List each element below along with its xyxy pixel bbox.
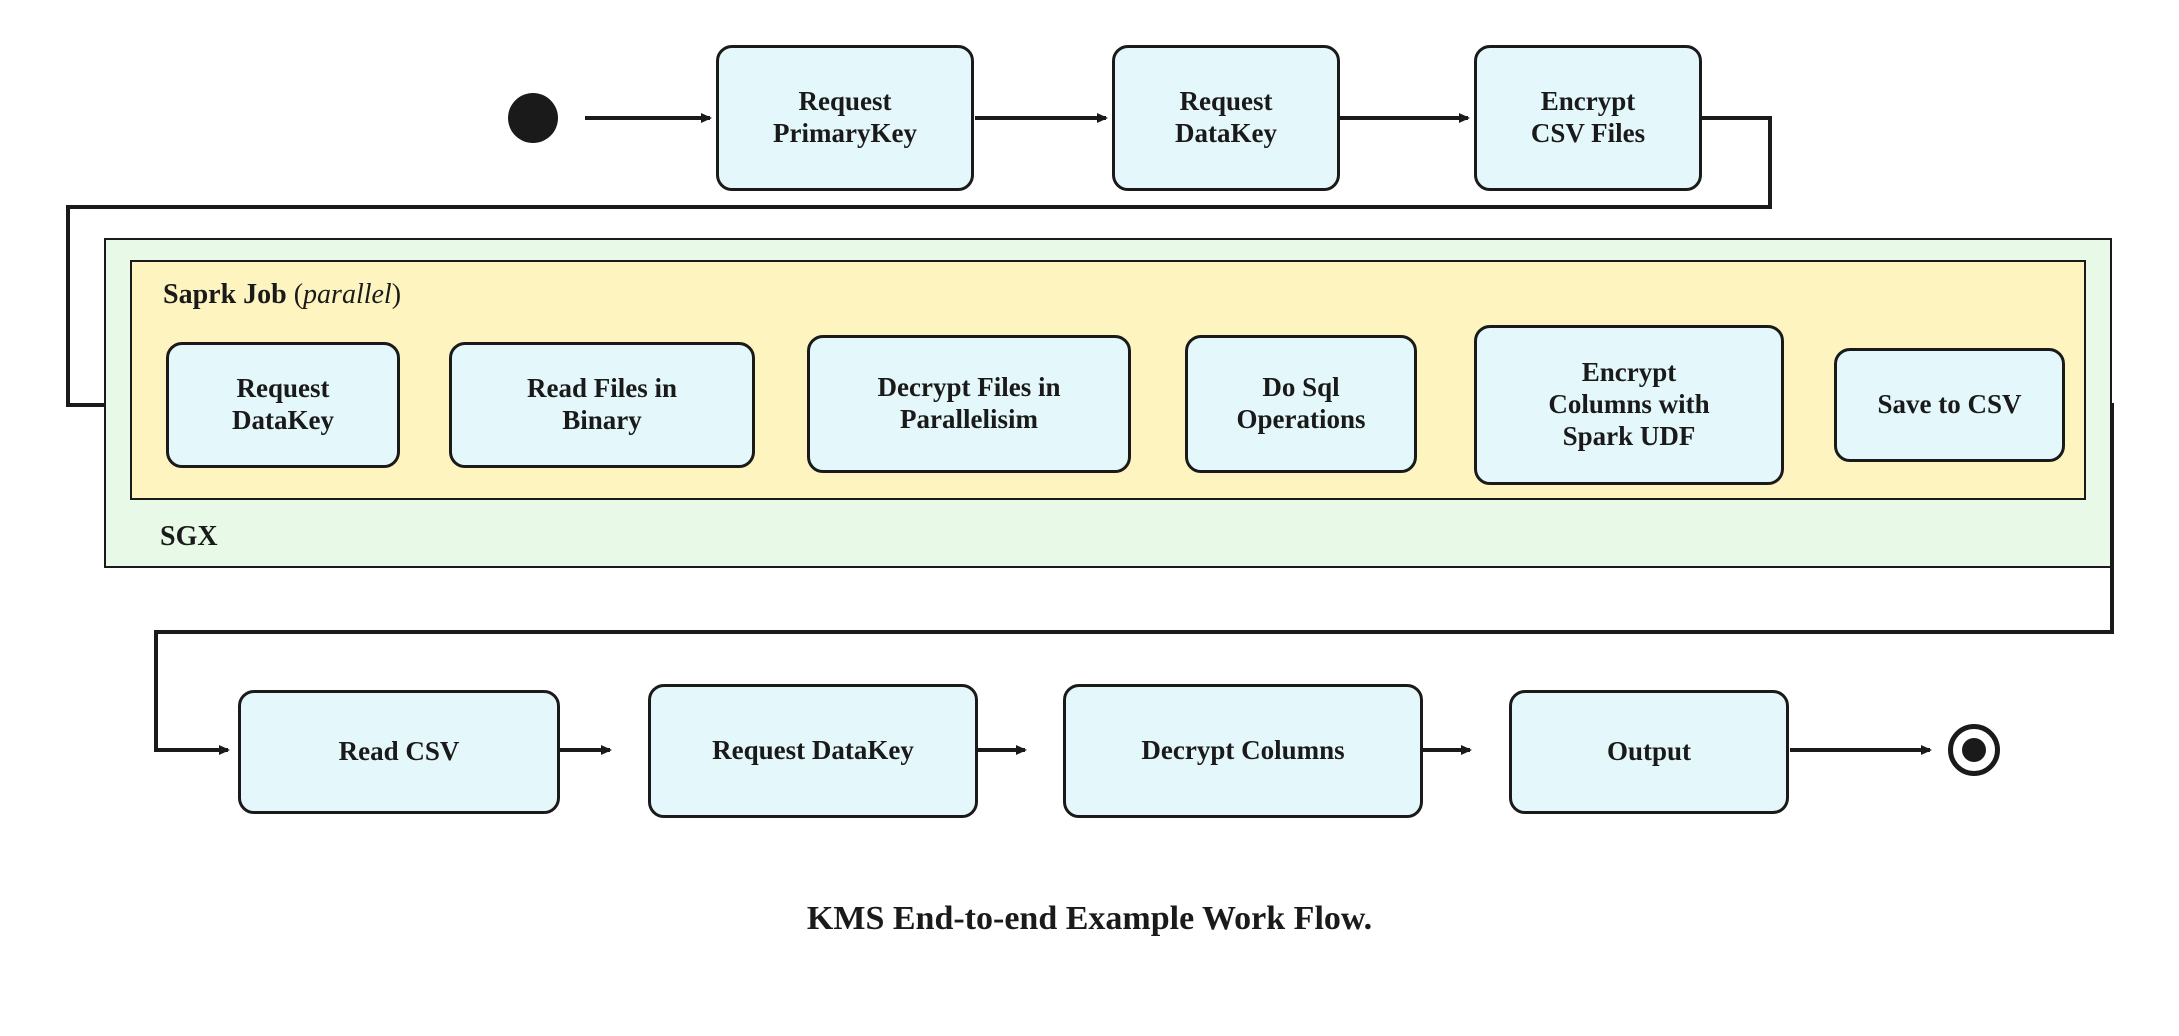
- node-line: Read CSV: [338, 736, 460, 767]
- node-request-datakey-spark[interactable]: [166, 342, 400, 468]
- paren-close: ): [391, 279, 402, 310]
- node-request-datakey-top[interactable]: [1112, 45, 1340, 191]
- node-decrypt-columns[interactable]: [1063, 684, 1423, 818]
- node-line: Encrypt: [1540, 86, 1636, 117]
- node-line: Do Sql: [1262, 372, 1340, 403]
- diagram-caption: KMS End-to-end Example Work Flow.: [806, 900, 1373, 937]
- node-line: Output: [1606, 736, 1692, 767]
- node-encrypt-csv-files[interactable]: [1474, 45, 1702, 191]
- node-line: Save to CSV: [1877, 389, 2022, 420]
- spark-job-container-label: [163, 279, 401, 311]
- node-line: Parallelisim: [900, 404, 1038, 434]
- start-node: [508, 93, 558, 143]
- node-request-primarykey[interactable]: [716, 45, 974, 191]
- node-line: Binary: [562, 405, 642, 435]
- node-line: Spark UDF: [1562, 420, 1696, 451]
- node-request-datakey-bottom[interactable]: [648, 684, 978, 818]
- spark-job-label-bold: Saprk Job: [163, 279, 287, 310]
- node-line: Encrypt: [1581, 357, 1677, 388]
- node-line: Request DataKey: [712, 735, 914, 766]
- node-line: Columns with: [1548, 389, 1710, 420]
- node-line: DataKey: [1175, 118, 1277, 148]
- node-encrypt-columns-with-spark-udf[interactable]: [1474, 325, 1784, 485]
- spark-job-label-italic: parallel: [303, 279, 392, 310]
- node-line: Read Files in: [526, 373, 677, 404]
- node-read-files-in-binary[interactable]: [449, 342, 755, 468]
- node-line: Decrypt Columns: [1141, 735, 1345, 766]
- node-do-sql-operations[interactable]: [1185, 335, 1417, 473]
- node-line: Request: [1179, 86, 1273, 117]
- paren-open: (: [293, 279, 304, 310]
- sgx-container-label: SGX: [160, 521, 218, 552]
- node-line: Request: [798, 86, 892, 117]
- node-save-to-csv[interactable]: [1834, 348, 2065, 462]
- end-node: [1948, 724, 2000, 776]
- node-output[interactable]: [1509, 690, 1789, 814]
- node-line: DataKey: [232, 405, 334, 435]
- node-read-csv[interactable]: [238, 690, 560, 814]
- node-line: CSV Files: [1530, 118, 1646, 148]
- node-line: Operations: [1236, 404, 1366, 434]
- node-line: Decrypt Files in: [877, 372, 1061, 403]
- node-line: PrimaryKey: [773, 118, 917, 148]
- node-decrypt-files-in-parallelisim[interactable]: [807, 335, 1131, 473]
- node-line: Request: [236, 373, 330, 404]
